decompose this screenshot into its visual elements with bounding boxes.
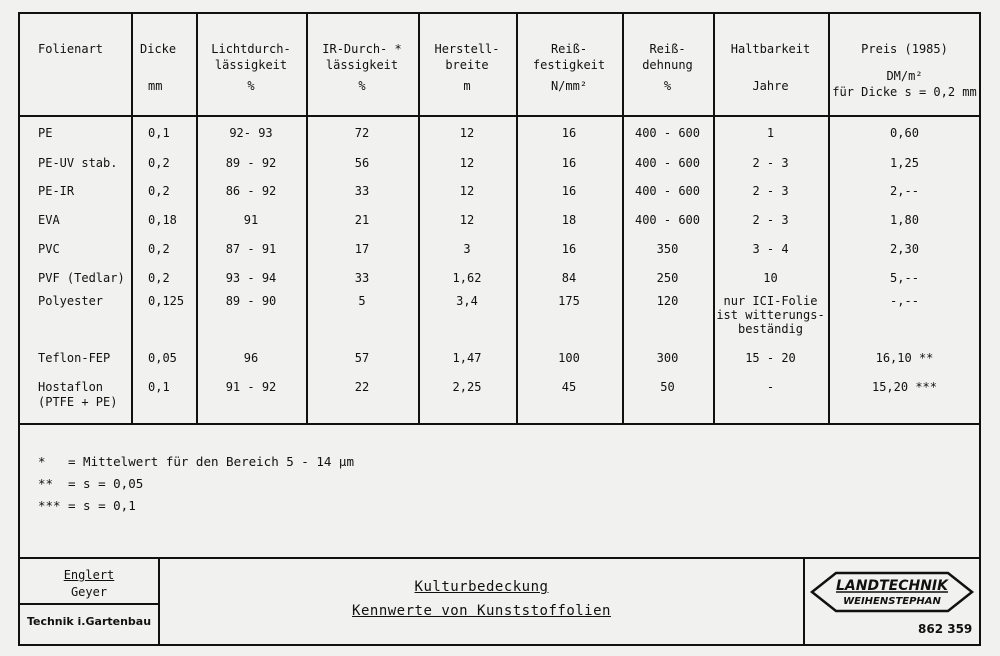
cell-preis: 16,10 ** <box>875 351 934 365</box>
cell-festigkeit: 175 <box>558 294 580 308</box>
author-name: Englert <box>63 568 115 582</box>
cell-haltbarkeit: 10 <box>763 271 778 285</box>
footer-divider-right <box>803 557 805 646</box>
cell-licht: 91 <box>243 213 259 227</box>
cell-dicke: 0,125 <box>148 294 185 308</box>
column-unit: m <box>463 79 471 93</box>
column-header: Lichtdurch- lässigkeit <box>211 42 291 72</box>
header-rule <box>18 115 981 117</box>
cell-preis: 2,30 <box>890 242 919 256</box>
cell-haltbarkeit: 2 - 3 <box>752 213 789 227</box>
footnote-mark: ** <box>38 476 54 491</box>
cell-licht: 89 - 92 <box>225 156 277 170</box>
cell-name: PE <box>38 126 53 140</box>
cell-haltbarkeit: nur ICI-Folie ist witterungs- beständig <box>716 294 825 336</box>
cell-ir: 33 <box>354 184 370 198</box>
footnote-mark: *** <box>38 498 61 513</box>
cell-dicke: 0,05 <box>148 351 177 365</box>
cell-haltbarkeit: 3 - 4 <box>752 242 789 256</box>
cell-festigkeit: 16 <box>561 184 577 198</box>
cell-ir: 21 <box>354 213 370 227</box>
footer-author-rule <box>18 603 159 605</box>
column-header: Preis (1985) <box>861 42 948 56</box>
cell-licht: 93 - 94 <box>225 271 277 285</box>
cell-dehnung: 350 <box>656 242 679 256</box>
cell-dicke: 0,2 <box>148 156 170 170</box>
cell-breite: 12 <box>459 156 475 170</box>
cell-name: Teflon-FEP <box>38 351 111 365</box>
cell-dehnung: 400 - 600 <box>634 126 701 140</box>
cell-name: PE-IR <box>38 184 75 198</box>
cell-licht: 89 - 90 <box>225 294 277 308</box>
cell-licht: 96 <box>243 351 259 365</box>
cell-licht: 92- 93 <box>229 126 273 140</box>
column-header: Folienart <box>38 42 104 56</box>
cell-dicke: 0,18 <box>148 213 177 227</box>
cell-dicke: 0,1 <box>148 126 170 140</box>
cell-name: PE-UV stab. <box>38 156 118 170</box>
cell-dicke: 0,2 <box>148 242 170 256</box>
cell-ir: 33 <box>354 271 370 285</box>
cell-name: Hostaflon (PTFE + PE) <box>38 380 118 409</box>
column-header: Haltbarkeit <box>730 42 811 56</box>
column-unit: DM/m² für Dicke s = 0,2 mm <box>832 69 977 99</box>
column-header: IR-Durch- * lässigkeit <box>322 42 402 72</box>
footnote-text: = s = 0,1 <box>68 498 136 513</box>
cell-preis: 5,-- <box>890 271 919 285</box>
column-unit: % <box>663 79 672 93</box>
footnote-text: = Mittelwert für den Bereich 5 - 14 µm <box>68 454 354 469</box>
column-unit: N/mm² <box>550 79 588 93</box>
department-label: Technik i.Gartenbau <box>26 615 152 628</box>
cell-dicke: 0,2 <box>148 271 170 285</box>
cell-preis: 15,20 *** <box>871 380 938 394</box>
column-rule <box>131 12 133 423</box>
cell-festigkeit: 18 <box>561 213 577 227</box>
footer-top-rule <box>18 557 981 559</box>
sheet-number: 862 359 <box>918 622 973 636</box>
cell-breite: 2,25 <box>452 380 482 394</box>
table-bottom-rule <box>18 423 981 425</box>
cell-breite: 1,62 <box>452 271 482 285</box>
document-subtitle: Kennwerte von Kunststoffolien <box>352 603 611 619</box>
cell-haltbarkeit: 15 - 20 <box>745 351 796 365</box>
cell-dehnung: 120 <box>656 294 679 308</box>
footnote-text: = s = 0,05 <box>68 476 144 491</box>
column-unit: Jahre <box>752 79 789 93</box>
cell-breite: 12 <box>459 213 475 227</box>
cell-licht: 86 - 92 <box>225 184 277 198</box>
column-header: Reiß- festigkeit <box>532 42 606 72</box>
cell-dehnung: 400 - 600 <box>634 156 701 170</box>
cell-breite: 1,47 <box>452 351 482 365</box>
cell-haltbarkeit: 2 - 3 <box>752 184 789 198</box>
column-header: Herstell- breite <box>434 42 500 72</box>
cell-dicke: 0,2 <box>148 184 170 198</box>
cell-dehnung: 250 <box>656 271 679 285</box>
cell-dehnung: 50 <box>660 380 675 394</box>
cell-dehnung: 400 - 600 <box>634 213 701 227</box>
cell-haltbarkeit: 2 - 3 <box>752 156 789 170</box>
cell-ir: 72 <box>354 126 370 140</box>
cell-festigkeit: 45 <box>561 380 577 394</box>
cell-ir: 17 <box>354 242 370 256</box>
cell-festigkeit: 16 <box>561 156 577 170</box>
document-frame <box>18 12 981 646</box>
document-title: Kulturbedeckung <box>414 579 549 595</box>
cell-dicke: 0,1 <box>148 380 170 394</box>
cell-festigkeit: 16 <box>561 126 577 140</box>
footnote-mark: * <box>38 454 46 469</box>
cell-dehnung: 400 - 600 <box>634 184 701 198</box>
cell-licht: 91 - 92 <box>225 380 277 394</box>
column-unit: % <box>247 79 255 93</box>
cell-breite: 12 <box>459 184 475 198</box>
cell-haltbarkeit: 1 <box>766 126 775 140</box>
column-header: Reiß- dehnung <box>642 42 693 72</box>
cell-breite: 3 <box>463 242 471 256</box>
cell-preis: 0,60 <box>890 126 919 140</box>
cell-ir: 5 <box>358 294 366 308</box>
cell-preis: -,-- <box>890 294 919 308</box>
cell-haltbarkeit: - <box>766 380 775 394</box>
footer-divider-left <box>158 557 160 646</box>
cell-ir: 22 <box>354 380 370 394</box>
cell-name: PVF (Tedlar) <box>38 271 125 285</box>
author-name: Geyer <box>70 585 108 599</box>
logo-text-main: LANDTECHNIK <box>836 578 948 594</box>
column-header: Dicke <box>140 42 177 56</box>
column-unit: % <box>358 79 366 93</box>
cell-festigkeit: 84 <box>561 271 577 285</box>
cell-preis: 1,25 <box>890 156 919 170</box>
cell-ir: 57 <box>354 351 370 365</box>
logo-text-sub: WEIHENSTEPHAN <box>843 596 941 607</box>
landtechnik-logo <box>808 565 976 620</box>
cell-name: PVC <box>38 242 60 256</box>
cell-breite: 3,4 <box>456 294 478 308</box>
cell-name: EVA <box>38 213 60 227</box>
cell-dehnung: 300 <box>656 351 679 365</box>
cell-breite: 12 <box>459 126 475 140</box>
cell-name: Polyester <box>38 294 104 308</box>
cell-ir: 56 <box>354 156 370 170</box>
column-unit: mm <box>148 79 163 93</box>
cell-festigkeit: 100 <box>558 351 580 365</box>
cell-preis: 1,80 <box>890 213 919 227</box>
cell-festigkeit: 16 <box>561 242 577 256</box>
cell-preis: 2,-- <box>890 184 919 198</box>
cell-licht: 87 - 91 <box>225 242 277 256</box>
